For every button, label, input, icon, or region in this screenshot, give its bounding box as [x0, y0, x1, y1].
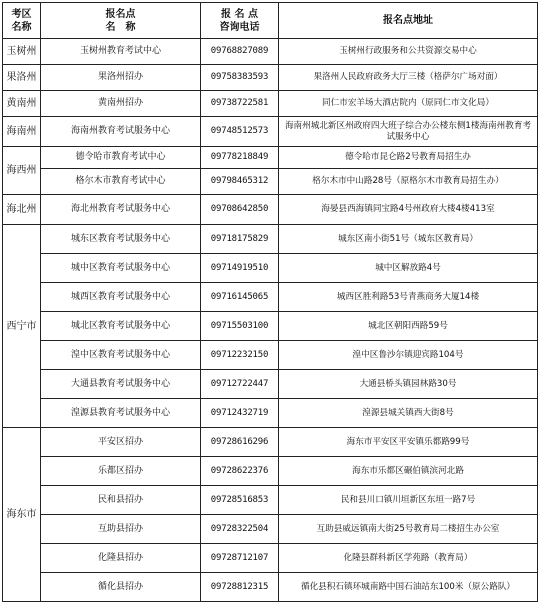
registration-address: 互助县威远镇南大街25号教育局二楼招生办公室 — [279, 515, 538, 544]
header-phone-line2: 咨询电话 — [219, 21, 260, 33]
registration-point-name: 乐都区招办 — [41, 457, 201, 486]
registration-address: 同仁市宏羊场大酒店院内（原同仁市文化局） — [279, 91, 538, 117]
registration-address: 玉树州行政服务和公共资源交易中心 — [279, 39, 538, 65]
registration-point-name: 海北州教育考试服务中心 — [41, 195, 201, 225]
registration-phone: 09778218849 — [201, 147, 279, 169]
table-row — [3, 544, 538, 573]
registration-point-name: 城北区教育考试服务中心 — [41, 312, 201, 341]
table-row — [3, 147, 538, 169]
registration-address: 化隆县群科新区学苑路（教育局） — [279, 544, 538, 573]
registration-address: 城东区南小街51号（城东区教育局） — [279, 225, 538, 254]
registration-address: 城北区朝阳西路59号 — [279, 312, 538, 341]
table-row — [3, 65, 538, 91]
table-row — [3, 399, 538, 428]
table-header-row — [3, 3, 538, 39]
registration-phone: 09728516853 — [201, 486, 279, 515]
table-row — [3, 515, 538, 544]
registration-point-name: 湟源县教育考试服务中心 — [41, 399, 201, 428]
registration-phone: 09715503100 — [201, 312, 279, 341]
registration-address: 湟源县城关镇西大街8号 — [279, 399, 538, 428]
registration-point-name: 大通县教育考试服务中心 — [41, 370, 201, 399]
table-row — [3, 312, 538, 341]
table-row — [3, 195, 538, 225]
registration-point-name: 湟中区教育考试服务中心 — [41, 341, 201, 370]
table-row — [3, 341, 538, 370]
registration-point-name: 平安区招办 — [41, 428, 201, 457]
registration-phone: 09728616296 — [201, 428, 279, 457]
header-address: 报名点地址 — [279, 3, 538, 39]
table-row — [3, 39, 538, 65]
registration-address: 海东市乐都区碾伯镇滨河北路 — [279, 457, 538, 486]
registration-address: 海南州城北新区州政府四大班子综合办公楼东侧1楼海南州教育考试服务中心 — [279, 117, 538, 147]
header-region-line2: 名称 — [11, 21, 32, 33]
table-body — [3, 39, 538, 602]
header-phone-line1: 报 名 点 — [221, 8, 258, 20]
table-row — [3, 225, 538, 254]
registration-phone: 09758383593 — [201, 65, 279, 91]
registration-point-name: 海南州教育考试服务中心 — [41, 117, 201, 147]
table-row — [3, 91, 538, 117]
registration-point-name: 化隆县招办 — [41, 544, 201, 573]
registration-phone: 09712432719 — [201, 399, 279, 428]
header-name-line1: 报名点 — [105, 8, 136, 20]
registration-phone: 09768827089 — [201, 39, 279, 65]
region-cell: 西宁市 — [3, 225, 41, 428]
registration-point-name: 果洛州招办 — [41, 65, 201, 91]
registration-point-name: 格尔木市教育考试中心 — [41, 169, 201, 195]
registration-point-name: 互助县招办 — [41, 515, 201, 544]
registration-point-name: 城中区教育考试服务中心 — [41, 254, 201, 283]
table-row — [3, 457, 538, 486]
table-row — [3, 573, 538, 602]
registration-point-name: 德令哈市教育考试中心 — [41, 147, 201, 169]
header-phone — [201, 3, 279, 39]
region-cell: 玉树州 — [3, 39, 41, 65]
table-row — [3, 117, 538, 147]
exam-registration-table — [2, 2, 538, 602]
registration-phone: 09748512573 — [201, 117, 279, 147]
registration-phone: 09738722581 — [201, 91, 279, 117]
registration-address: 民和县川口镇川垣新区东垣一路7号 — [279, 486, 538, 515]
registration-phone: 09728712107 — [201, 544, 279, 573]
registration-address: 德令哈市昆仑路2号教育局招生办 — [279, 147, 538, 169]
registration-point-name: 黄南州招办 — [41, 91, 201, 117]
registration-address: 格尔木市中山路28号（原格尔木市教育局招生办） — [279, 169, 538, 195]
registration-phone: 09712722447 — [201, 370, 279, 399]
region-cell: 海北州 — [3, 195, 41, 225]
header-region — [3, 3, 41, 39]
header-name — [41, 3, 201, 39]
registration-address: 城中区解放路4号 — [279, 254, 538, 283]
table-row — [3, 486, 538, 515]
registration-phone: 09712232150 — [201, 341, 279, 370]
table-row — [3, 428, 538, 457]
registration-address: 果洛州人民政府政务大厅三楼（格萨尔广场对面） — [279, 65, 538, 91]
registration-address: 大通县桥头镇园林路30号 — [279, 370, 538, 399]
registration-phone: 09728622376 — [201, 457, 279, 486]
registration-address: 海东市平安区平安镇乐都路99号 — [279, 428, 538, 457]
table-row — [3, 283, 538, 312]
region-cell: 海东市 — [3, 428, 41, 602]
registration-phone: 09728812315 — [201, 573, 279, 602]
registration-point-name: 民和县招办 — [41, 486, 201, 515]
registration-phone: 09718175829 — [201, 225, 279, 254]
registration-point-name: 玉树州教育考试中心 — [41, 39, 201, 65]
registration-phone: 09716145065 — [201, 283, 279, 312]
registration-point-name: 循化县招办 — [41, 573, 201, 602]
registration-point-name: 城西区教育考试服务中心 — [41, 283, 201, 312]
header-name-line2: 名 称 — [105, 21, 136, 33]
registration-phone: 09798465312 — [201, 169, 279, 195]
registration-point-name: 城东区教育考试服务中心 — [41, 225, 201, 254]
registration-address: 海晏县西海镇同宝路4号州政府大楼4楼413室 — [279, 195, 538, 225]
registration-address: 湟中区鲁沙尔镇迎宾路104号 — [279, 341, 538, 370]
table-row — [3, 169, 538, 195]
registration-phone: 09714919510 — [201, 254, 279, 283]
table-row — [3, 254, 538, 283]
header-region-line1: 考区 — [11, 8, 32, 20]
region-cell: 海西州 — [3, 147, 41, 195]
region-cell: 黄南州 — [3, 91, 41, 117]
registration-phone: 09728322504 — [201, 515, 279, 544]
registration-address: 循化县积石镇环城南路中国石油站东100米（原公路队） — [279, 573, 538, 602]
registration-address: 城西区胜利路53号青燕商务大厦14楼 — [279, 283, 538, 312]
table-row — [3, 370, 538, 399]
registration-phone: 09708642850 — [201, 195, 279, 225]
region-cell: 果洛州 — [3, 65, 41, 91]
region-cell: 海南州 — [3, 117, 41, 147]
